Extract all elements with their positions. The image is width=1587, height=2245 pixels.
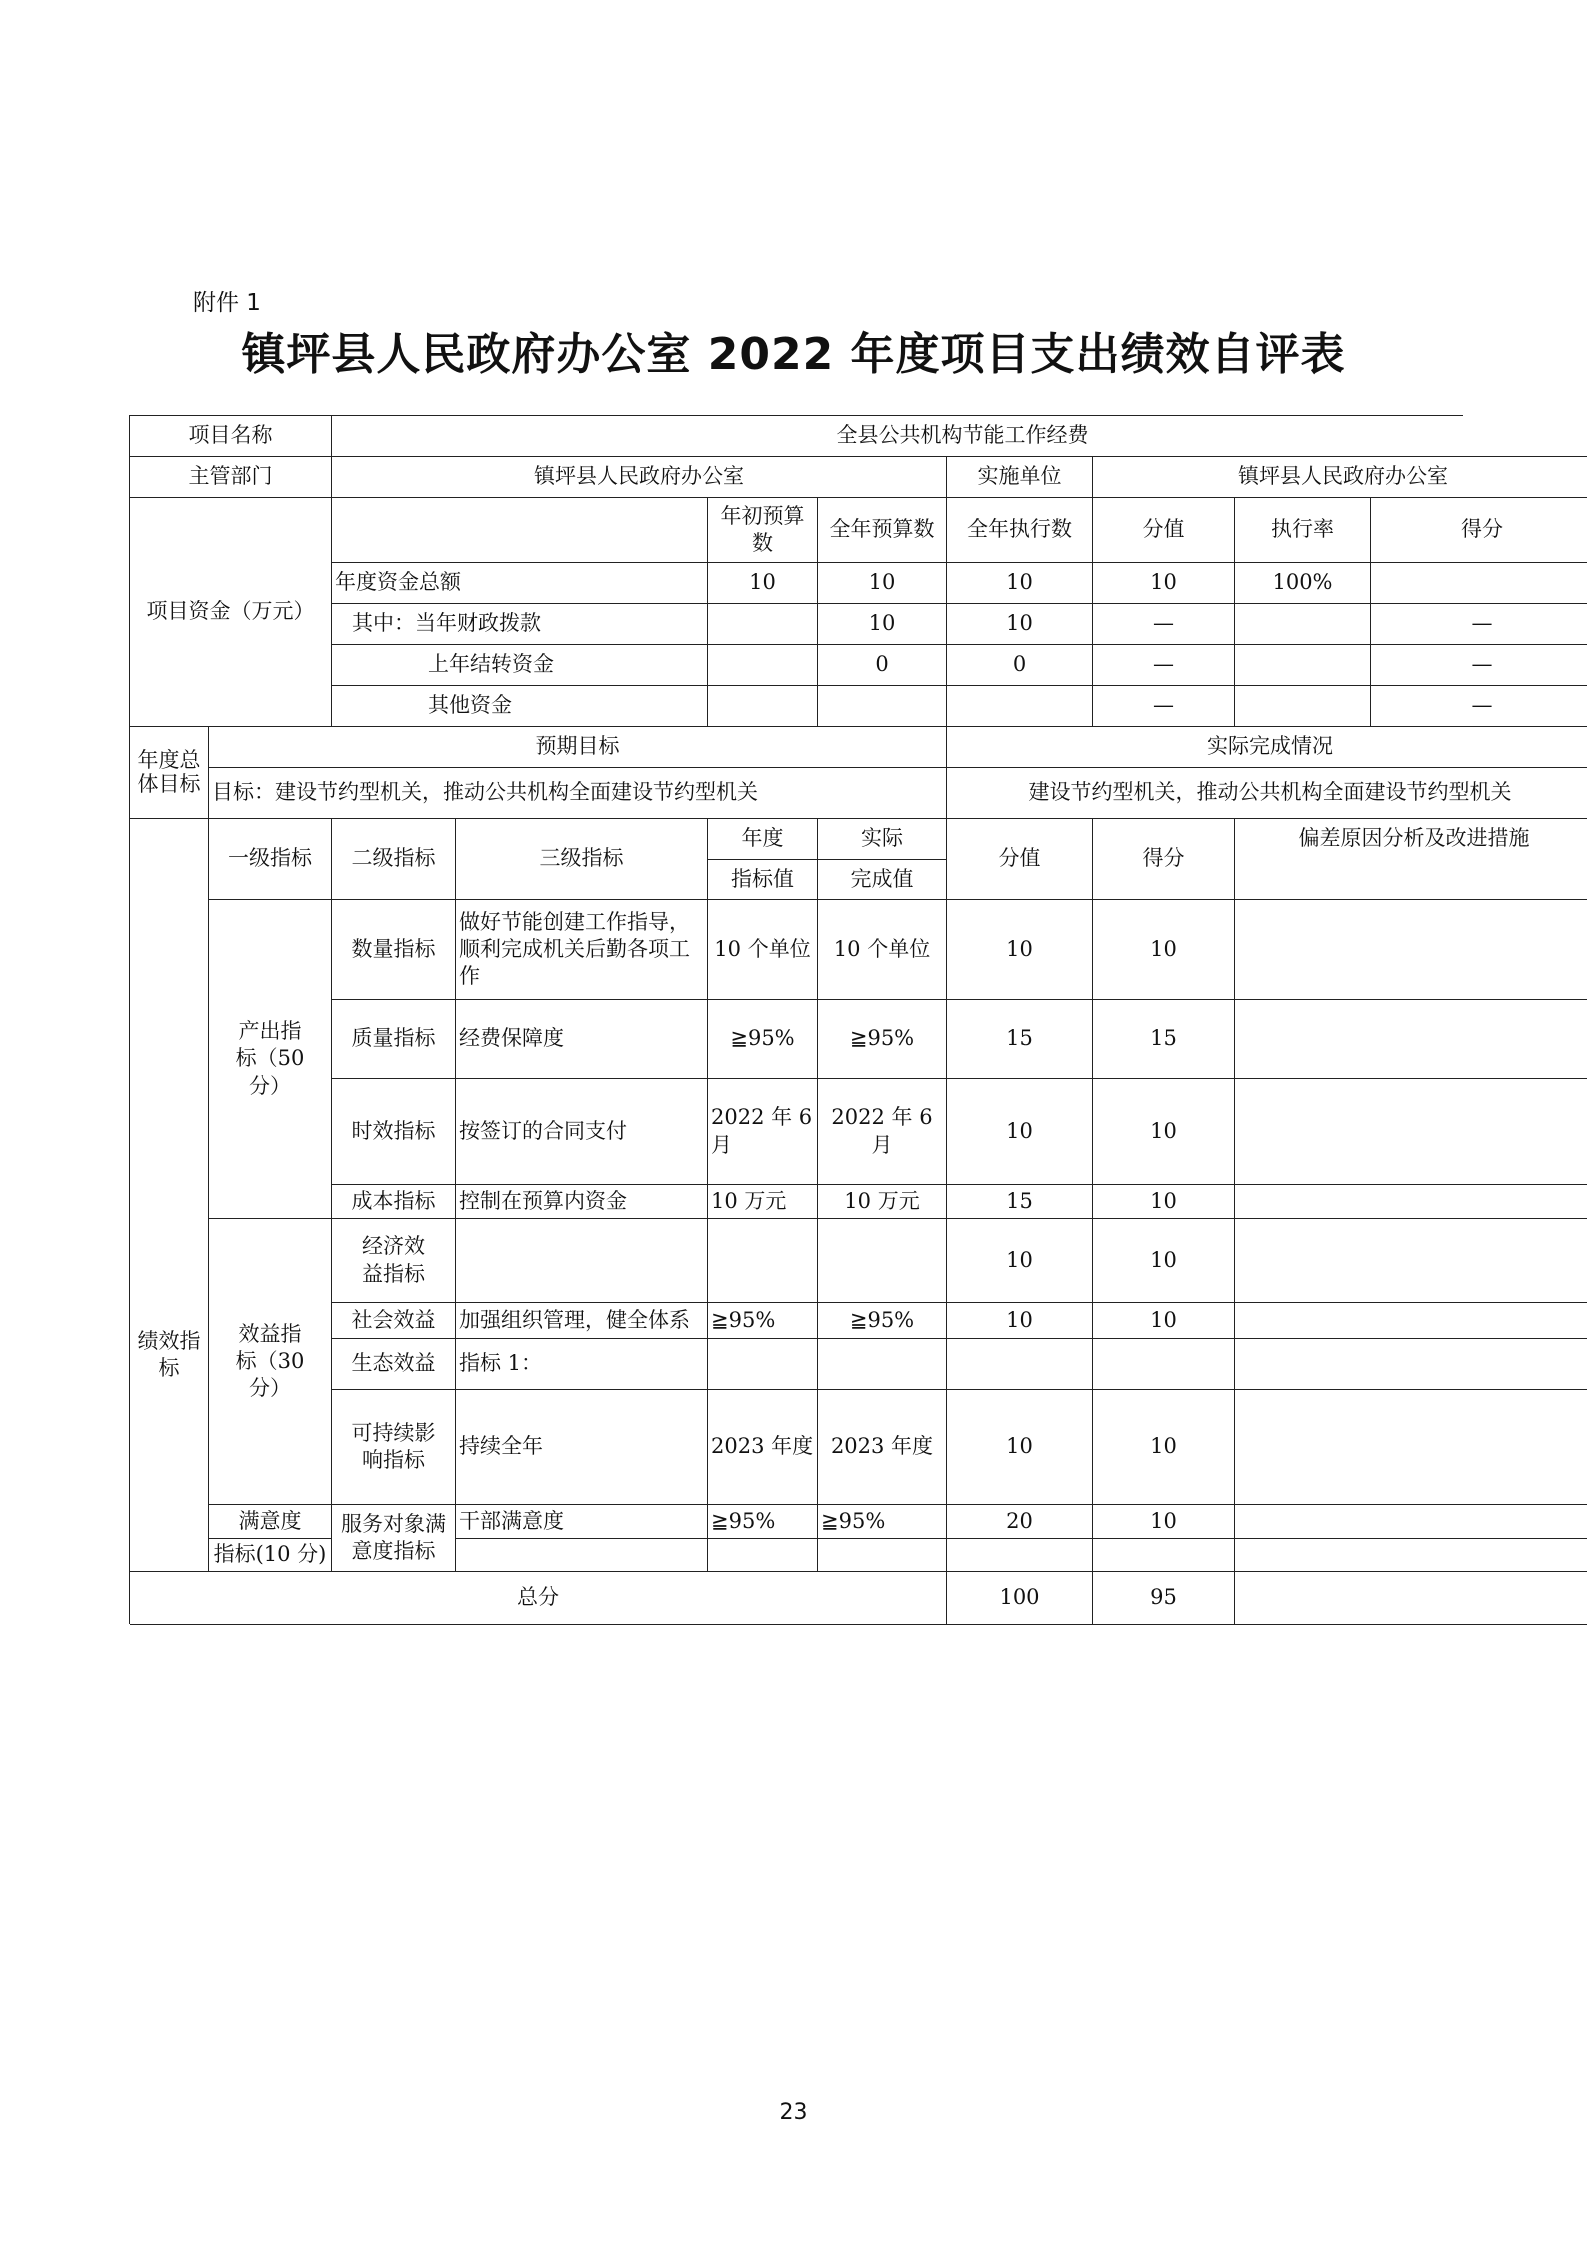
- indicator-actual: 10 万元: [818, 1185, 947, 1219]
- header-level3: 三级指标: [456, 819, 708, 900]
- header-deviation: 偏差原因分析及改进措施: [1235, 819, 1587, 900]
- indicator-actual: ≧95%: [818, 1000, 947, 1079]
- satisfaction-label-top: 满意度: [209, 1505, 332, 1539]
- total-score: 95: [1093, 1572, 1235, 1625]
- indicator-target: 10 万元: [708, 1185, 818, 1219]
- funds-cell: —: [1093, 686, 1235, 727]
- indicator-l3: 经费保障度: [456, 1000, 708, 1079]
- indicator-l2: 经济效益指标: [332, 1219, 456, 1303]
- indicator-actual: [818, 1339, 947, 1390]
- header-annual-top: 年度: [708, 819, 818, 860]
- header-annual-bottom: 指标值: [708, 860, 818, 900]
- indicator-target: [708, 1219, 818, 1303]
- funds-header-rate: 执行率: [1235, 498, 1371, 563]
- indicator-deviation: [1235, 900, 1587, 1000]
- header-score: 得分: [1093, 819, 1235, 900]
- goals-label: 年度总体目标: [130, 727, 209, 819]
- empty-cell: [456, 1539, 708, 1572]
- benefit-indicator-label: 效益指标（30 分）: [209, 1219, 332, 1505]
- indicator-score-value: 15: [947, 1185, 1093, 1219]
- indicator-target: [708, 1339, 818, 1390]
- funds-header-executed: 全年执行数: [947, 498, 1093, 563]
- page-title: 镇坪县人民政府办公室 2022 年度项目支出绩效自评表: [241, 329, 1346, 380]
- indicator-l2: 质量指标: [332, 1000, 456, 1079]
- goals-actual-header: 实际完成情况: [947, 727, 1587, 768]
- indicator-deviation: [1235, 1079, 1587, 1185]
- funds-cell: [1235, 645, 1371, 686]
- funds-header-score-value: 分值: [1093, 498, 1235, 563]
- indicator-deviation: [1235, 1219, 1587, 1303]
- performance-label: 绩效指标: [130, 819, 209, 1572]
- header-actual-bottom: 完成值: [818, 860, 947, 900]
- empty-cell: [1093, 1539, 1235, 1572]
- header-level1: 一级指标: [209, 819, 332, 900]
- indicator-score-value: 20: [947, 1505, 1093, 1539]
- funds-row-label: 其中：当年财政拨款: [332, 604, 708, 645]
- funds-cell: 10: [947, 563, 1093, 604]
- indicator-target: 2023 年度: [708, 1390, 818, 1505]
- indicator-l2: 数量指标: [332, 900, 456, 1000]
- goals-expected: 目标：建设节约型机关，推动公共机构全面建设节约型机关: [209, 768, 947, 819]
- goals-expected-header: 预期目标: [209, 727, 947, 768]
- funds-cell: 100%: [1235, 563, 1371, 604]
- indicator-deviation: [1235, 1303, 1587, 1339]
- header-score-value: 分值: [947, 819, 1093, 900]
- indicator-target: ≧95%: [708, 1505, 818, 1539]
- funds-label: 项目资金（万元）: [130, 498, 332, 727]
- indicator-deviation: [1235, 1505, 1587, 1539]
- funds-cell: 10: [818, 604, 947, 645]
- indicator-l3: 加强组织管理，健全体系: [456, 1303, 708, 1339]
- indicator-score: 10: [1093, 1505, 1235, 1539]
- header-actual-top: 实际: [818, 819, 947, 860]
- indicator-score-value: 15: [947, 1000, 1093, 1079]
- funds-cell: [708, 645, 818, 686]
- funds-cell: 0: [818, 645, 947, 686]
- indicator-actual: 2022 年 6 月: [818, 1079, 947, 1185]
- indicator-deviation: [1235, 1000, 1587, 1079]
- indicator-l3: [456, 1219, 708, 1303]
- impl-value: 镇坪县人民政府办公室: [1093, 457, 1587, 498]
- indicator-score: 10: [1093, 1390, 1235, 1505]
- indicator-l2: 社会效益: [332, 1303, 456, 1339]
- indicator-l3: 指标 1：: [456, 1339, 708, 1390]
- funds-cell: —: [1093, 645, 1235, 686]
- indicator-score-value: 10: [947, 1079, 1093, 1185]
- indicator-deviation: [1235, 1390, 1587, 1505]
- indicator-score-value: 10: [947, 900, 1093, 1000]
- indicator-l2: 时效指标: [332, 1079, 456, 1185]
- funds-header-score: 得分: [1371, 498, 1587, 563]
- empty-cell: [947, 1539, 1093, 1572]
- funds-cell: [708, 604, 818, 645]
- funds-cell: —: [1371, 686, 1587, 727]
- indicator-l2: 生态效益: [332, 1339, 456, 1390]
- indicator-target: 10 个单位: [708, 900, 818, 1000]
- indicator-score: [1093, 1339, 1235, 1390]
- project-name-label: 项目名称: [130, 416, 332, 457]
- funds-cell: 10: [708, 563, 818, 604]
- indicator-score: 10: [1093, 900, 1235, 1000]
- funds-header-blank: [332, 498, 708, 563]
- indicator-score: 10: [1093, 1303, 1235, 1339]
- funds-cell: [947, 686, 1093, 727]
- indicator-score-value: 10: [947, 1390, 1093, 1505]
- funds-cell: —: [1371, 604, 1587, 645]
- indicator-l3: 做好节能创建工作指导，顺利完成机关后勤各项工作: [456, 900, 708, 1000]
- satisfaction-label-bottom: 指标(10 分): [209, 1539, 332, 1572]
- indicator-score: 10: [1093, 1219, 1235, 1303]
- indicator-score: 10: [1093, 1079, 1235, 1185]
- self-evaluation-table: [129, 415, 1530, 1624]
- funds-cell: —: [1371, 645, 1587, 686]
- indicator-score: 15: [1093, 1000, 1235, 1079]
- attachment-label: 附件 1: [193, 290, 261, 316]
- indicator-l3: 干部满意度: [456, 1505, 708, 1539]
- header-level2: 二级指标: [332, 819, 456, 900]
- indicator-score-value: 10: [947, 1303, 1093, 1339]
- funds-cell: 10: [947, 604, 1093, 645]
- empty-cell: [708, 1539, 818, 1572]
- indicator-deviation: [1235, 1339, 1587, 1390]
- page-number: 23: [779, 2100, 808, 2125]
- funds-header-initial: 年初预算数: [708, 498, 818, 563]
- indicator-target: ≧95%: [708, 1000, 818, 1079]
- funds-cell: [1235, 686, 1371, 727]
- indicator-actual: 2023 年度: [818, 1390, 947, 1505]
- indicator-l2: 可持续影响指标: [332, 1390, 456, 1505]
- goals-actual: 建设节约型机关，推动公共机构全面建设节约型机关: [947, 768, 1587, 819]
- indicator-score-value: [947, 1339, 1093, 1390]
- indicator-deviation: [1235, 1185, 1587, 1219]
- empty-cell: [818, 1539, 947, 1572]
- indicator-l2: 服务对象满意度指标: [332, 1505, 456, 1572]
- indicator-l3: 按签订的合同支付: [456, 1079, 708, 1185]
- funds-header-annual: 全年预算数: [818, 498, 947, 563]
- indicator-target: ≧95%: [708, 1303, 818, 1339]
- indicator-l3: 持续全年: [456, 1390, 708, 1505]
- funds-cell: [708, 686, 818, 727]
- total-score-value: 100: [947, 1572, 1093, 1625]
- indicator-target: 2022 年 6 月: [708, 1079, 818, 1185]
- indicator-actual: [818, 1219, 947, 1303]
- empty-cell: [1235, 1539, 1587, 1572]
- funds-cell: —: [1093, 604, 1235, 645]
- total-deviation: [1235, 1572, 1587, 1625]
- impl-label: 实施单位: [947, 457, 1093, 498]
- indicator-actual: ≧95%: [818, 1505, 947, 1539]
- indicator-actual: ≧95%: [818, 1303, 947, 1339]
- funds-row-label: 其他资金: [332, 686, 708, 727]
- funds-cell: 10: [818, 563, 947, 604]
- funds-cell: 10: [1093, 563, 1235, 604]
- dept-label: 主管部门: [130, 457, 332, 498]
- indicator-l2: 成本指标: [332, 1185, 456, 1219]
- indicator-actual: 10 个单位: [818, 900, 947, 1000]
- funds-cell: [818, 686, 947, 727]
- indicator-score-value: 10: [947, 1219, 1093, 1303]
- funds-row-label: 年度资金总额: [332, 563, 708, 604]
- indicator-score: 10: [1093, 1185, 1235, 1219]
- funds-cell: 0: [947, 645, 1093, 686]
- funds-row-label: 上年结转资金: [332, 645, 708, 686]
- funds-cell: [1371, 563, 1587, 604]
- output-indicator-label: 产出指标（50 分）: [209, 900, 332, 1219]
- project-name-value: 全县公共机构节能工作经费: [332, 416, 1587, 457]
- total-label: 总分: [130, 1572, 947, 1625]
- indicator-l3: 控制在预算内资金: [456, 1185, 708, 1219]
- funds-cell: [1235, 604, 1371, 645]
- dept-value: 镇坪县人民政府办公室: [332, 457, 947, 498]
